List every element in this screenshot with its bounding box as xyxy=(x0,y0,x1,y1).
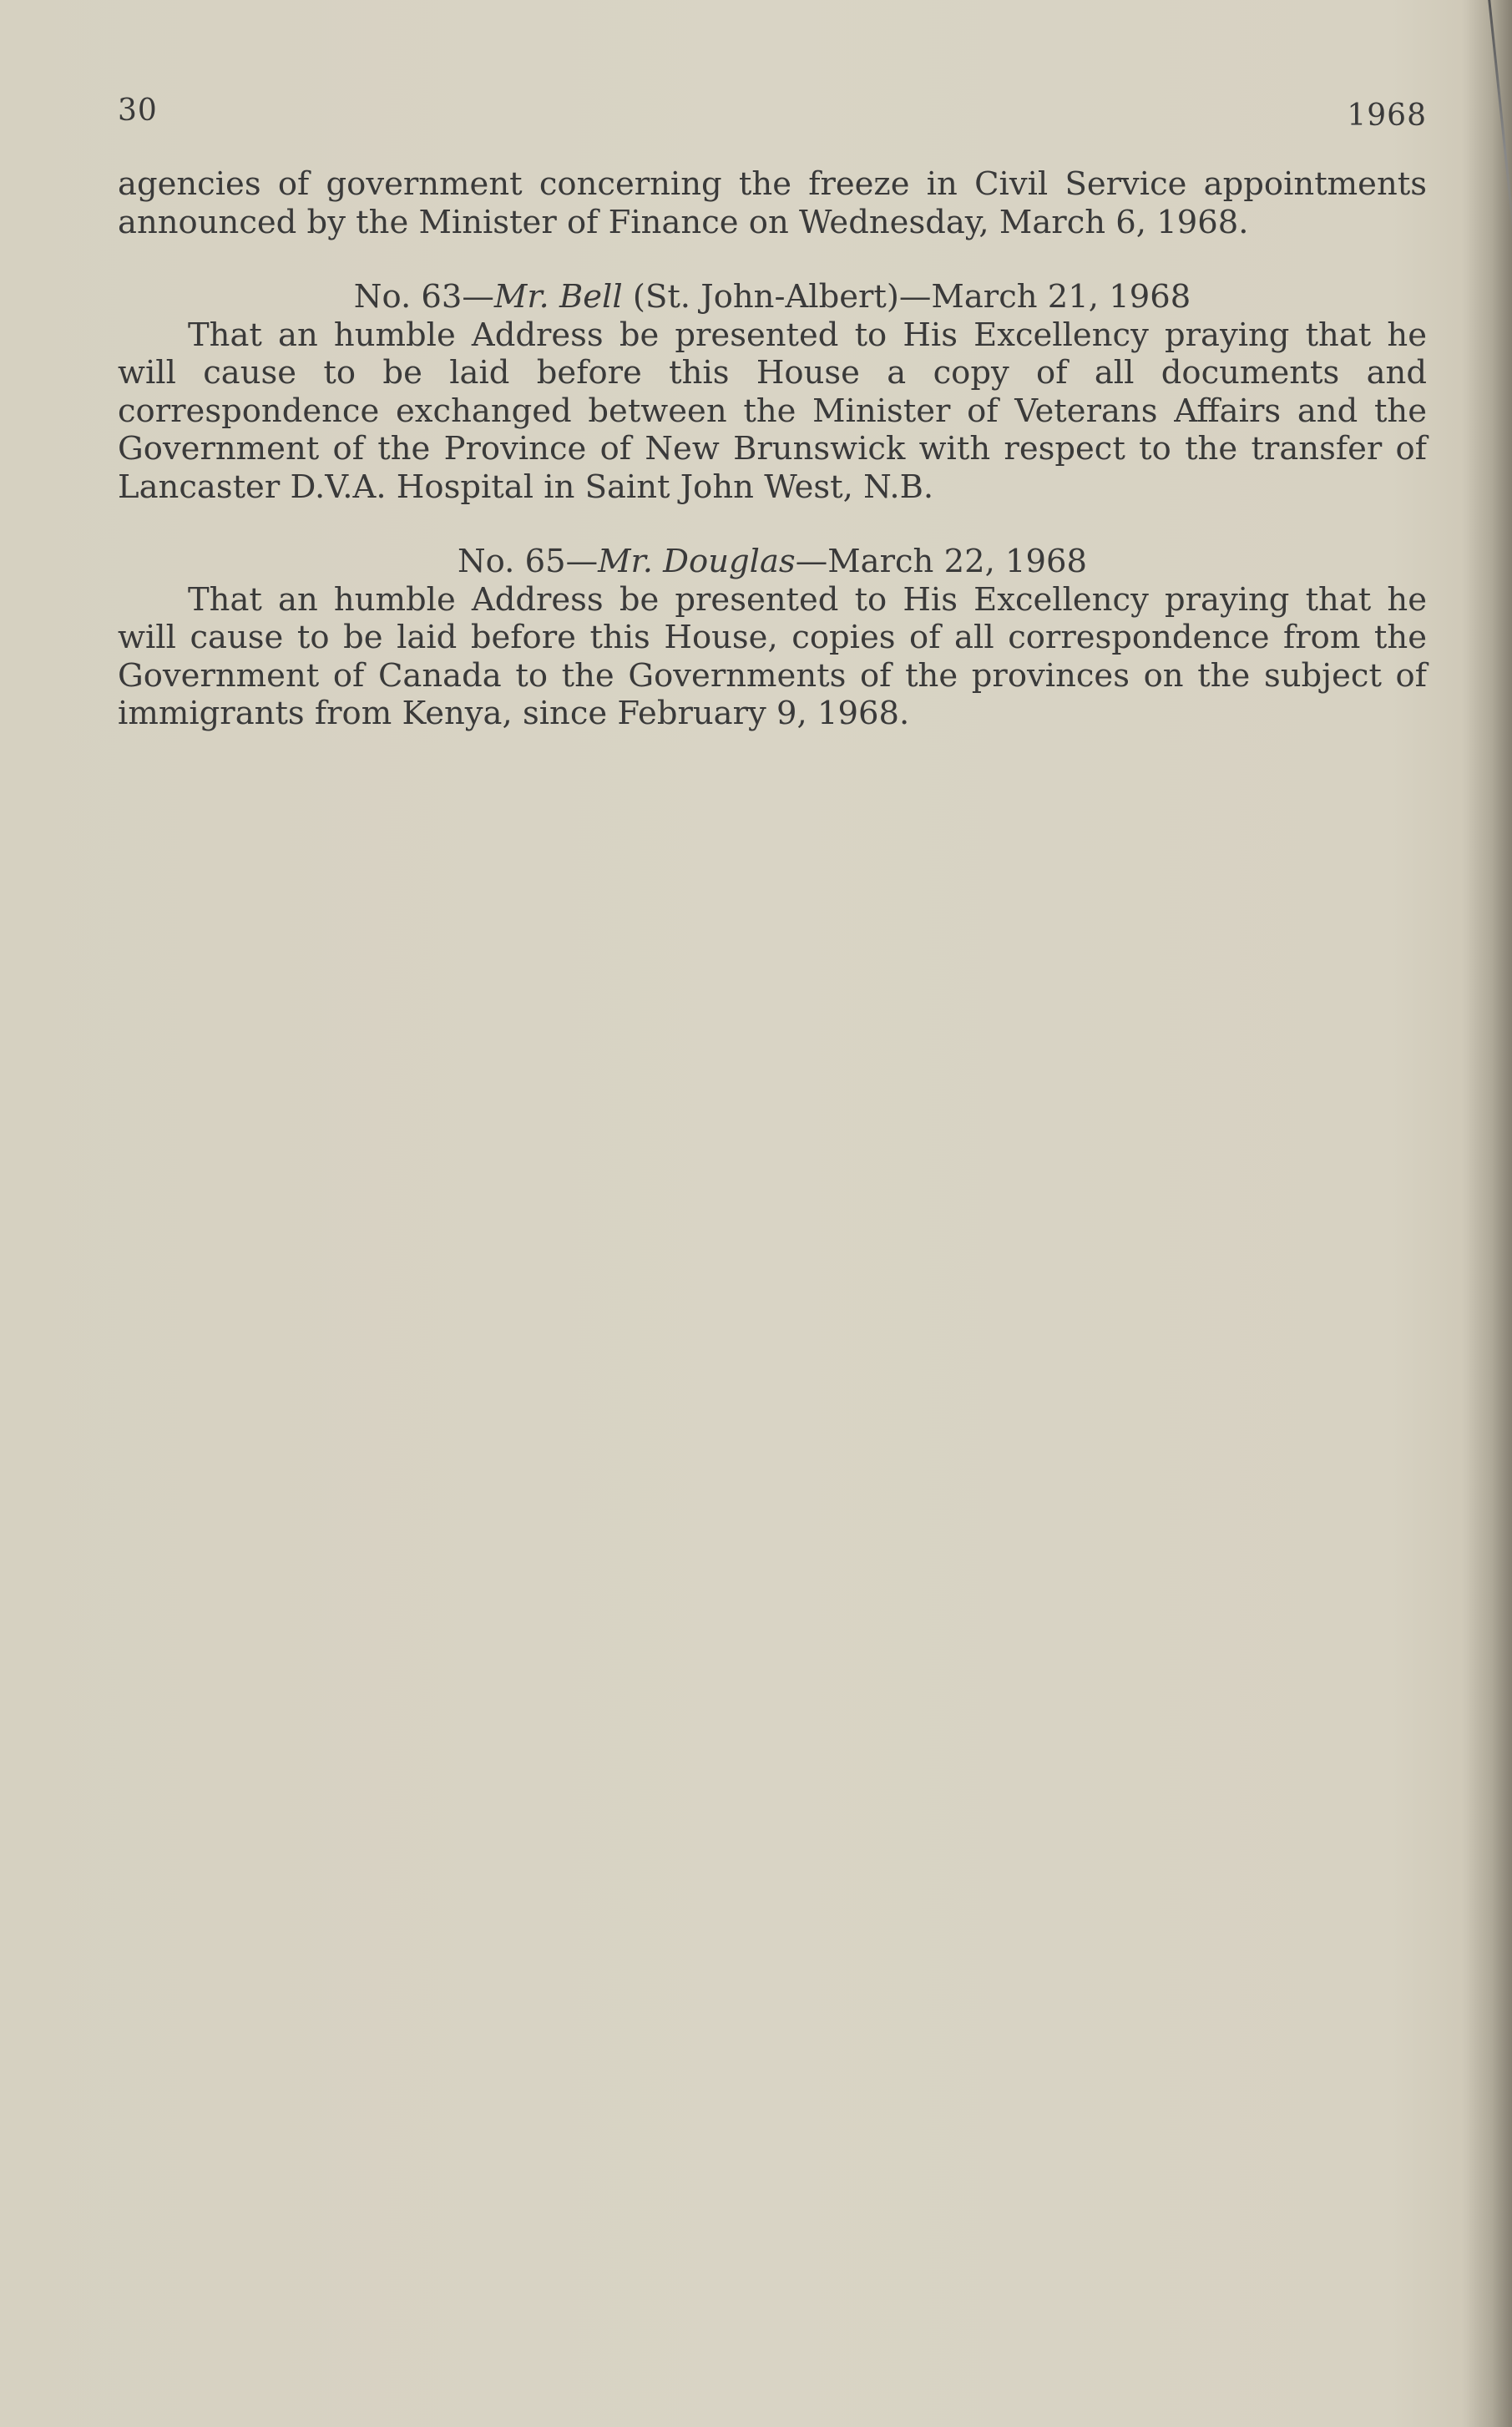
running-head xyxy=(118,94,1427,135)
entry-detail: —March 22, 1968 xyxy=(795,543,1088,580)
entry-body: That an humble Address be presented to His Excellency praying that he will cause to be laid before this House a copy of all documents and correspondence exchanged between the Minister of Veterans Affairs and the Government of the Province of New Brunswick with respect to the transfer of Lancaster D.V.A. Hospital in Saint John West, N.B. xyxy=(118,316,1427,506)
entry-number: No. 63— xyxy=(353,278,494,316)
binding-shadow xyxy=(1462,0,1512,2427)
running-head-year: 1968 xyxy=(1347,99,1427,133)
entry-65 xyxy=(118,543,1427,733)
member-name: Mr. Douglas xyxy=(598,543,796,580)
body-text xyxy=(118,165,1427,733)
entry-heading xyxy=(118,278,1427,316)
page-number: 30 xyxy=(118,94,158,128)
entry-63 xyxy=(118,278,1427,506)
entry-body: That an humble Address be presented to His Excellency praying that he will cause to be laid before this House, copies of all correspondence from the Government of Canada to the Governments of the provinces on the subject of immigrants from Kenya, since February 9, 1968. xyxy=(118,580,1427,732)
entry-detail: (St. John-Albert)—March 21, 1968 xyxy=(622,278,1191,316)
entry-heading xyxy=(118,543,1427,581)
member-name: Mr. Bell xyxy=(493,278,623,316)
entry-number: No. 65— xyxy=(457,543,599,580)
continuation-paragraph: agencies of government concerning the freeze in Civil Service appointments announced by the Minister of Finance on Wednesday, March 6, 1968. xyxy=(118,165,1427,241)
